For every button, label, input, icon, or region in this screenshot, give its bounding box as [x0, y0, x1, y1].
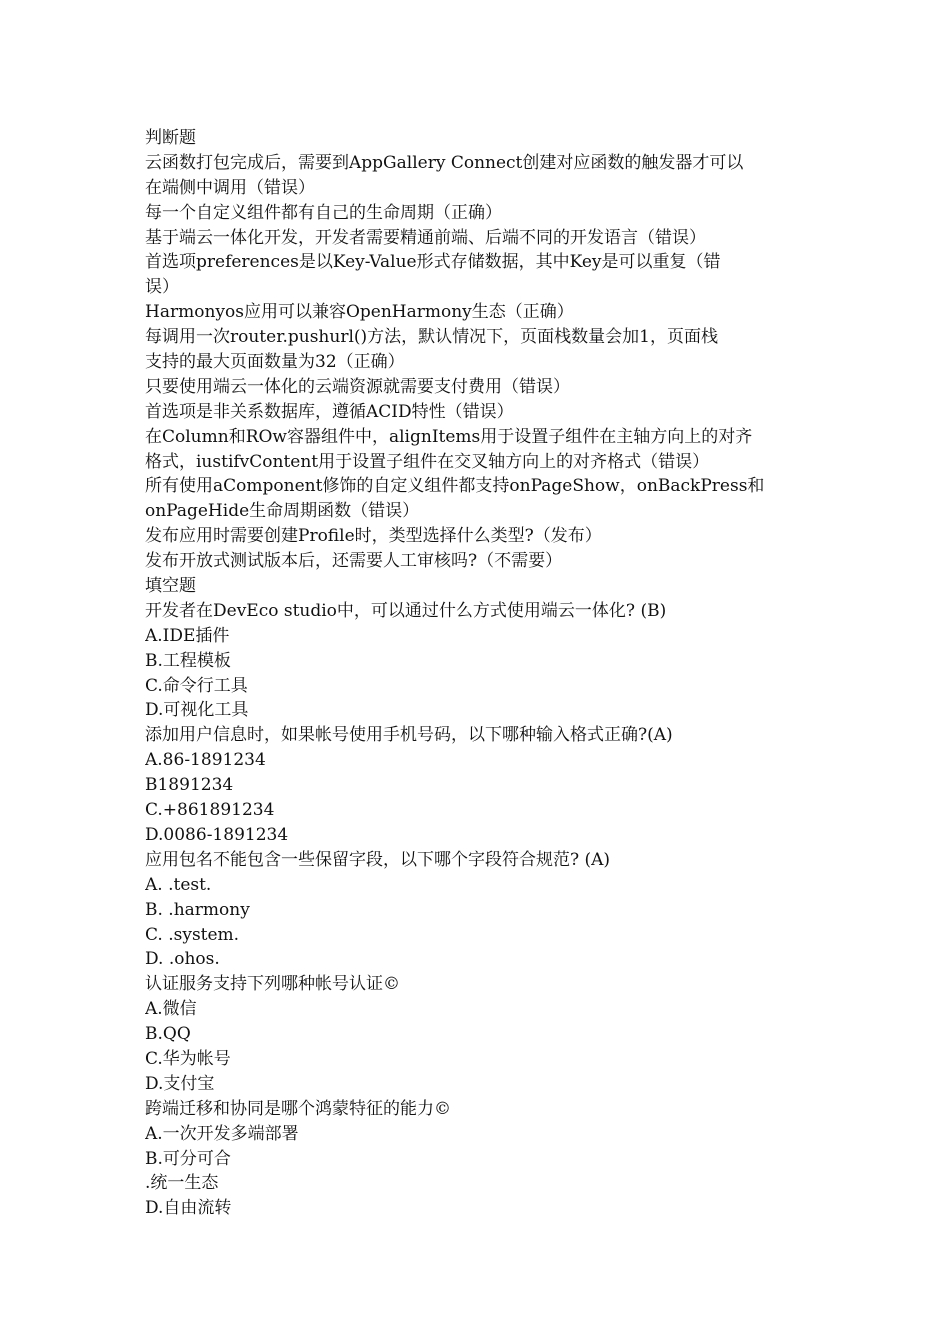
text-line: 每调用一次router.pushurl()方法，默认情况下，页面栈数量会加1，页面栈 [145, 327, 718, 348]
text-line: 应用包名不能包含一些保留字段，以下哪个字段符合规范? (A) [145, 849, 611, 870]
text-line: 首选项preferences是以Key-Value形式存储数据，其中Key是可以重复（错 [145, 252, 721, 273]
text-line: 只要使用端云一体化的云端资源就需要支付费用（错误） [145, 376, 570, 397]
text-line: 格式，iustifvContent用于设置子组件在交叉轴方向上的对齐格式（错误） [145, 451, 710, 472]
text-line: A.微信 [145, 999, 197, 1020]
text-line: B1891234 [145, 775, 234, 796]
text-line: 基于端云一体化开发，开发者需要精通前端、后端不同的开发语言（错误） [145, 227, 706, 248]
text-line: 误） [145, 277, 179, 298]
text-line: 支持的最大页面数量为32（正确） [145, 352, 405, 373]
text-line: 添加用户信息时，如果帐号使用手机号码，以下哪种输入格式正确?(A) [145, 725, 673, 746]
text-line: 所有使用aComponent修饰的自定义组件都支持onPageShow，onBackPress和 [145, 476, 765, 497]
text-line: A. .test. [145, 874, 212, 895]
text-line: .统一生态 [145, 1173, 219, 1194]
text-line: A.一次开发多端部署 [145, 1123, 299, 1144]
text-line: B. .harmony [145, 899, 250, 920]
text-line: D.自由流转 [145, 1198, 232, 1219]
text-line: 发布开放式测试版本后，还需要人工审核吗?（不需要） [145, 551, 563, 572]
text-line: 首选项是非关系数据库，遵循ACID特性（错误） [145, 401, 514, 422]
text-line: B.工程模板 [145, 650, 231, 671]
text-line: D.0086-1891234 [145, 824, 289, 845]
text-line: 在端侧中调用（错误） [145, 177, 315, 198]
text-line: B.QQ [145, 1024, 191, 1045]
document-body [145, 126, 820, 1221]
text-line: 每一个自定义组件都有自己的生命周期（正确） [145, 202, 502, 223]
text-line: 跨端迁移和协同是哪个鸿蒙特征的能力© [145, 1098, 451, 1119]
text-line: C.+861891234 [145, 800, 275, 821]
text-line: 云函数打包完成后，需要到AppGallery Connect创建对应函数的触发器才可以 [145, 152, 744, 173]
text-line: D. .ohos. [145, 949, 220, 970]
text-line: B.可分可合 [145, 1148, 231, 1169]
text-line: Harmonyos应用可以兼容OpenHarmony生态（正确） [145, 302, 574, 323]
text-line: 判断题 [145, 128, 196, 148]
text-line: C. .system. [145, 924, 240, 945]
text-line: 发布应用时需要创建Profile时，类型选择什么类型?（发布） [145, 526, 602, 547]
text-line: 认证服务支持下列哪种帐号认证© [145, 974, 400, 995]
text-line: 填空题 [145, 576, 196, 597]
text-line: A.86-1891234 [145, 750, 266, 771]
text-line: D.支付宝 [145, 1073, 215, 1094]
text-line: 开发者在DevEco studio中，可以通过什么方式使用端云一体化? (B) [145, 600, 667, 621]
text-line: C.华为帐号 [145, 1048, 231, 1069]
text-line: D.可视化工具 [145, 700, 249, 721]
text-line: onPageHide生命周期函数（错误） [145, 501, 420, 522]
text-line: C.命令行工具 [145, 675, 248, 696]
text-line: 在Column和ROw容器组件中，alignItems用于设置子组件在主轴方向上的对齐 [145, 426, 753, 447]
text-line: A.IDE插件 [145, 625, 230, 646]
